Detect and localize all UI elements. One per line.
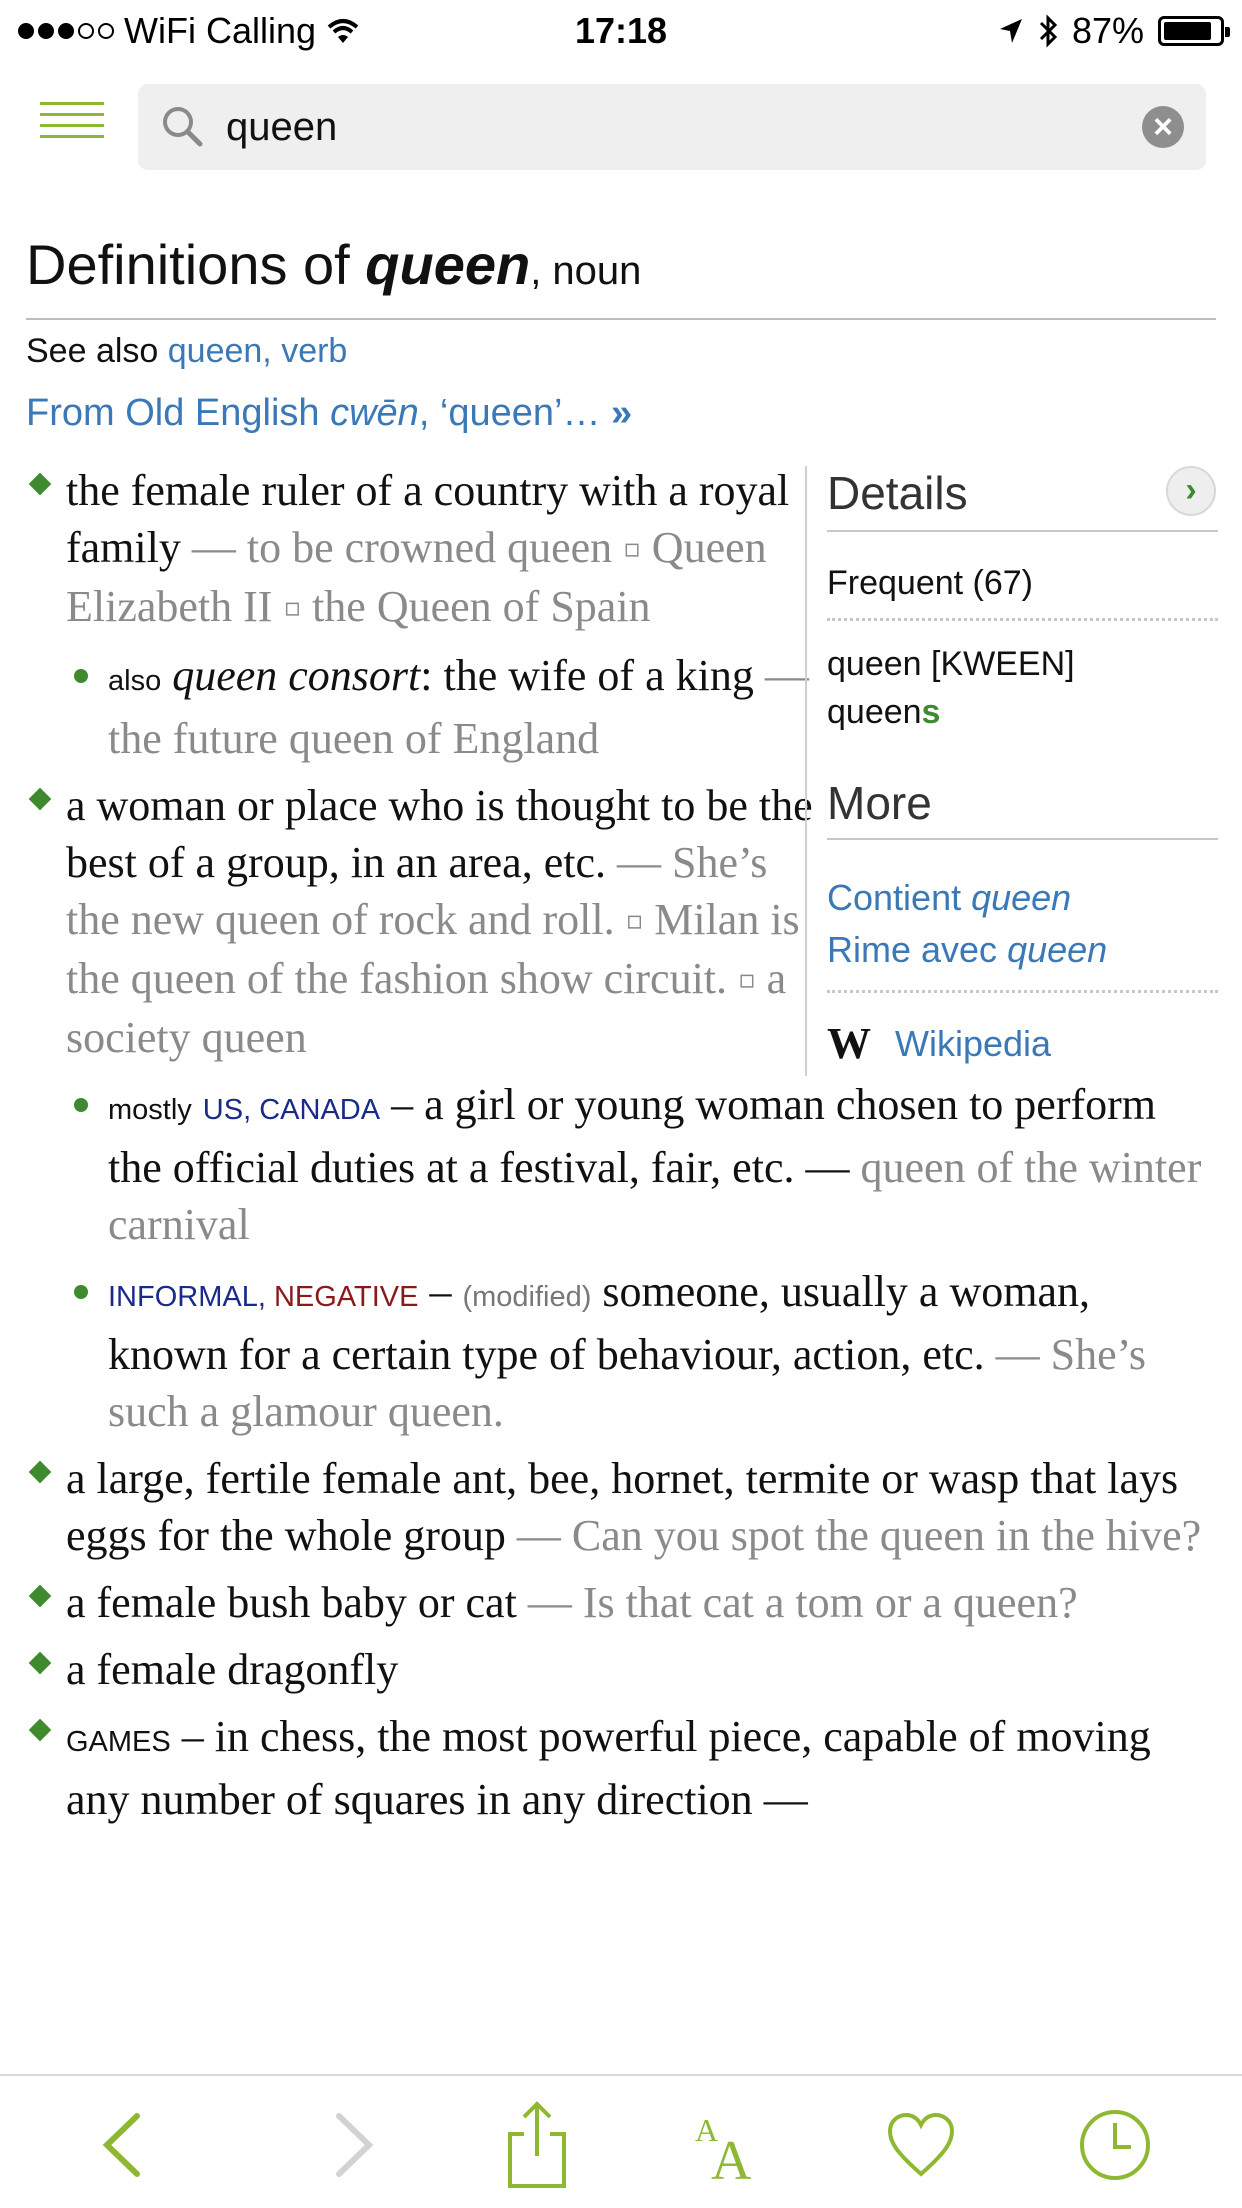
grammar-label: (modified) xyxy=(462,1281,592,1313)
sense-def: a female dragonfly xyxy=(66,1645,399,1694)
sense-def: a female bush baby or cat xyxy=(66,1578,517,1627)
chevron-right-icon[interactable]: › xyxy=(1166,466,1216,516)
plural-stem: queen xyxy=(827,693,922,731)
more-links xyxy=(827,872,1107,976)
sense-def: the female ruler of a country with a royal family xyxy=(66,466,790,572)
separator-icon: ▫ xyxy=(283,593,302,623)
status-right xyxy=(998,10,1224,52)
origin-prefix: From Old English xyxy=(26,392,331,434)
origin-suffix: , ‘queen’… xyxy=(418,392,601,434)
bottom-toolbar xyxy=(0,2074,1242,2208)
pronunciation xyxy=(827,640,1075,736)
search-bar xyxy=(138,84,1206,170)
origin-link[interactable] xyxy=(26,392,632,435)
dash: — xyxy=(606,838,672,887)
dash: – xyxy=(170,1712,215,1761)
location-icon xyxy=(998,17,1024,45)
example: queen of the winter carnival xyxy=(108,1143,1202,1249)
sense-bullet-icon xyxy=(29,788,52,811)
dash: — xyxy=(794,1143,861,1192)
see-also-link[interactable]: queen, verb xyxy=(167,332,348,370)
details-panel xyxy=(805,466,1216,1076)
details-divider xyxy=(827,530,1218,532)
dash: — xyxy=(180,523,247,572)
example: a society queen xyxy=(66,954,787,1062)
link-word: queen xyxy=(1007,929,1108,970)
sense-bullet-icon xyxy=(29,1585,52,1608)
status-bar xyxy=(0,0,1242,62)
dash: – xyxy=(380,1080,425,1129)
more-divider xyxy=(827,838,1218,840)
forward-icon[interactable] xyxy=(308,2100,398,2190)
sub-sense xyxy=(26,1076,1216,1253)
sense-6 xyxy=(26,1708,1216,1828)
region-label: CANADA xyxy=(259,1094,381,1126)
sense-def: a woman or place who is thought to be the best of a group, in an area, etc. xyxy=(66,781,813,887)
text-size-icon[interactable] xyxy=(680,2100,770,2190)
example: Can you spot the queen in the hive? xyxy=(571,1511,1202,1560)
see-also-label: See also xyxy=(26,332,168,370)
wikipedia-link[interactable] xyxy=(827,1018,1051,1069)
details-heading: Details xyxy=(827,467,968,519)
register-label: NEGATIVE xyxy=(273,1281,419,1313)
dash: — xyxy=(505,1511,572,1560)
link-prefix: Rime avec xyxy=(827,929,1008,970)
frequency: Frequent (67) xyxy=(827,564,1033,602)
example: She’s the new queen of rock and roll. xyxy=(66,838,768,944)
sub-bullet-icon xyxy=(74,1098,88,1112)
wikipedia-icon: W xyxy=(827,1019,871,1068)
svg-text:A: A xyxy=(711,2130,752,2185)
dash: — xyxy=(753,651,809,700)
bluetooth-icon xyxy=(1038,14,1058,48)
domain-label: GAMES xyxy=(66,1726,171,1758)
example: Queen Elizabeth II xyxy=(66,523,767,631)
page-title xyxy=(26,232,641,297)
sub-term: queen consort xyxy=(172,651,421,700)
more-heading: More xyxy=(827,777,932,829)
link-word: queen xyxy=(971,877,1072,918)
headword: queen xyxy=(365,233,531,296)
heart-icon[interactable] xyxy=(876,2100,966,2190)
comma: , xyxy=(257,1281,274,1313)
part-of-speech: , noun xyxy=(530,249,642,293)
see-also xyxy=(26,332,347,371)
dotted-divider xyxy=(827,618,1218,621)
link-prefix: Contient xyxy=(827,877,972,918)
dash: — xyxy=(516,1578,583,1627)
title-prefix: Definitions of xyxy=(26,233,366,296)
pron-text: [KWEEN] xyxy=(921,645,1075,683)
sense-3 xyxy=(26,1450,1216,1564)
plural-suffix: s xyxy=(921,693,941,731)
rhymes-link[interactable] xyxy=(827,924,1107,976)
title-divider xyxy=(26,318,1216,320)
separator-icon: ▫ xyxy=(623,534,641,564)
back-icon[interactable] xyxy=(78,2100,168,2190)
status-time: 17:18 xyxy=(574,10,668,51)
sense-5 xyxy=(26,1641,1216,1698)
sub-def: a girl or young woman chosen to perform the official duties at a festival, fair, etc. xyxy=(108,1080,1157,1192)
sense-bullet-icon xyxy=(29,1461,52,1484)
usage-label: also xyxy=(108,665,162,697)
sense-bullet-icon xyxy=(29,1652,52,1675)
separator-icon: ▫ xyxy=(738,965,756,995)
clear-icon[interactable]: × xyxy=(1142,106,1184,148)
sub-def: : the wife of a king xyxy=(420,651,754,700)
sense-bullet-icon xyxy=(29,1719,52,1742)
search-input[interactable] xyxy=(226,84,1106,170)
comma: , xyxy=(243,1094,260,1126)
example: the Queen of Spain xyxy=(312,582,651,631)
example: Milan is the queen of the fashion show circuit. xyxy=(66,895,800,1003)
sub-bullet-icon xyxy=(74,1285,88,1299)
menu-icon[interactable] xyxy=(40,102,104,152)
wikipedia-label: Wikipedia xyxy=(895,1022,1052,1064)
register-label: INFORMAL xyxy=(108,1281,258,1313)
dash: – xyxy=(418,1267,463,1316)
sense-4 xyxy=(26,1574,1216,1631)
dotted-divider xyxy=(827,990,1218,993)
sense-bullet-icon xyxy=(29,473,52,496)
svg-text:A: A xyxy=(695,2112,719,2148)
pron-word: queen xyxy=(827,645,922,683)
example: She’s such a glamour queen. xyxy=(108,1330,1147,1436)
battery-percent: 87% xyxy=(1071,10,1144,51)
separator-icon: ▫ xyxy=(625,906,644,936)
dash: — xyxy=(752,1775,808,1824)
sub-bullet-icon xyxy=(74,669,88,683)
sense-def: in chess, the most powerful piece, capable of moving any number of squares in any direction xyxy=(66,1712,1151,1824)
sub-def: someone, usually a woman, known for a certain type of behaviour, action, etc. xyxy=(108,1267,1090,1379)
battery-icon xyxy=(1158,16,1224,46)
example: Is that cat a tom or a queen? xyxy=(582,1578,1078,1627)
example: to be crowned queen xyxy=(246,523,613,572)
sense-def: a large, fertile female ant, bee, hornet, termite or wasp that lays eggs for the whole group xyxy=(66,1454,1179,1560)
origin-word: cwēn xyxy=(330,392,419,434)
example: the future queen of England xyxy=(108,714,600,763)
dash: — xyxy=(984,1330,1051,1379)
share-icon[interactable] xyxy=(492,2100,582,2190)
region-label: US xyxy=(202,1094,244,1126)
contains-link[interactable] xyxy=(827,872,1107,924)
carrier-label: WiFi Calling xyxy=(124,10,317,51)
sub-sense xyxy=(26,1263,1216,1440)
origin-more-icon: » xyxy=(611,392,633,434)
history-icon[interactable] xyxy=(1070,2100,1160,2190)
usage-label: mostly xyxy=(108,1094,192,1126)
search-icon xyxy=(160,104,204,148)
